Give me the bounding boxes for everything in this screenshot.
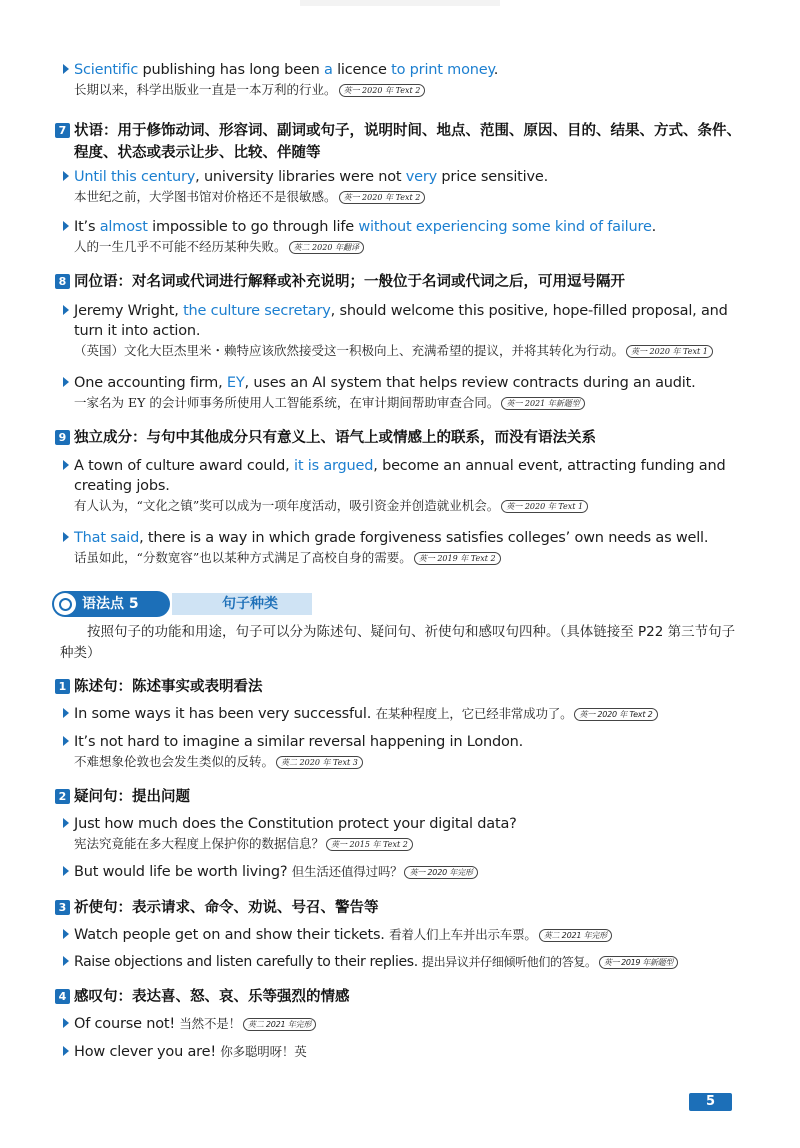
section-interrogative [0,786,800,808]
section-title: 祈使句：表示请求、命令、劝说、号召、警告等 [74,900,379,916]
example-en [74,301,740,341]
section-appositive [0,271,800,293]
text: impossible to go through life [147,219,359,235]
translation: 一家名为 EY 的会计师事务所使用人工智能系统，在审计期间帮助审查合同。 [74,395,500,410]
section-title: 独立成分：与句中其他成分只有意义上、语气上或情感上的联系，而没有语法关系 [74,430,596,446]
grammar-point-title-band [172,593,312,615]
example-town [0,456,800,516]
example-line [74,952,760,972]
translation: 本世纪之前，大学图书馆对价格还不是很敏感。 [74,189,337,204]
example-ey [0,373,800,413]
example-watch [0,925,800,945]
bullet-triangle-icon [63,736,69,746]
example-wright [0,301,800,361]
translation: 话虽如此，“分数宽容”也以某种方式满足了高校自身的需要。 [74,550,412,565]
section-exclamatory [0,986,800,1008]
text: licence [332,62,392,78]
translation: 看着人们上车并出示车票。 [389,927,537,942]
translation: 人的一生几乎不可能不经历某种失败。 [74,239,287,254]
section-title: 疑问句：提出问题 [74,789,190,805]
translation: 当然不是！ [179,1016,241,1031]
section-declarative [0,676,800,698]
translation: 不难想象伦敦也会发生类似的反转。 [74,754,275,769]
example-en [74,373,740,393]
magnifier-icon [54,593,76,615]
bullet-triangle-icon [63,377,69,387]
text: Jeremy Wright, [74,303,184,319]
source-tag: 英一 2015 年 Text 2 [326,838,413,851]
example-cn [74,752,740,772]
example-said [0,528,800,568]
highlight: without experiencing some kind of failure [358,219,652,235]
highlight: very [405,169,438,185]
source-tag: 英一 2020 年 Text 1 [501,500,588,513]
section-number: 2 [55,789,70,804]
example-course [0,1014,800,1034]
section-number: 7 [55,123,70,138]
example-line [74,1014,740,1034]
bullet-triangle-icon [63,929,69,939]
bullet-triangle-icon [63,171,69,181]
source-tag: 英一 2020 年完形 [404,866,477,879]
text: , university libraries were not [195,169,406,185]
example-en [74,528,740,548]
bullet-triangle-icon [63,64,69,74]
highlight: to print money [391,62,494,78]
source-tag: 英 [294,1044,307,1059]
section-title: 陈述句：陈述事实或表明看法 [74,679,263,695]
bullet-triangle-icon [63,956,69,966]
text: , uses an AI system that helps review contracts during an audit. [244,375,696,391]
example-cn [74,341,740,361]
source-tag: 英一 2021 年新题型 [501,397,584,410]
example-en: But would life be worth living? [74,864,292,880]
translation: 但生活还值得过吗？ [291,864,403,879]
example-clever [0,1042,800,1062]
example-living [0,862,800,882]
highlight: Scientific [74,62,139,78]
text: It’s [74,219,100,235]
source-tag: 英二 2020 年翻译 [289,241,364,254]
bullet-triangle-icon [63,866,69,876]
grammar-point-badge [52,591,170,617]
text: price sensitive. [437,169,548,185]
section-number: 4 [55,989,70,1004]
bullet-triangle-icon [63,708,69,718]
bullet-triangle-icon [63,221,69,231]
example-cn [74,393,740,413]
example-en: Watch people get on and show their tickets. [74,927,390,943]
grammar-intro: 按照句子的功能和用途，句子可以分为陈述句、疑问句、祈使句和感叹句四种。（具体链接至 P22 第三节句子种类） [60,624,736,661]
source-tag: 英一 2020 年 Text 2 [339,191,426,204]
example-cn [74,187,740,207]
bullet-triangle-icon [63,1046,69,1056]
bullet-triangle-icon [63,532,69,542]
example-en: Of course not! [74,1016,180,1032]
example-reversal [0,732,800,772]
text: . [493,62,499,78]
example-en: In some ways it has been very successful. [74,706,376,722]
example-en: It’s not hard to imagine a similar reversal happening in London. [74,734,524,750]
grammar-point-label: 语法点 5 [82,596,139,612]
text: publishing has long been [138,62,324,78]
translation: （英国）文化大臣杰里米・赖特应该欣然接受这一积极向上、充满希望的提议，并将其转化为行动。 [74,343,625,358]
translation: 你多聪明呀！ [220,1044,295,1059]
section-number: 8 [55,274,70,289]
translation: 提出异议并仔细倾听他们的答复。 [421,955,597,969]
example-failure [0,217,800,257]
section-number: 3 [55,900,70,915]
section-independent [0,427,800,449]
text: A town of culture award could, [74,458,295,474]
translation: 宪法究竟能在多大程度上保护你的数据信息？ [74,836,325,851]
source-tag: 英一 2019 年 Text 2 [414,552,501,565]
highlight: it is argued [294,458,374,474]
example-en: How clever you are! [74,1044,221,1060]
translation: 在某种程度上，它已经非常成功了。 [375,706,573,721]
example-en [74,167,740,187]
example-constitution [0,814,800,854]
text: , should welcome this positive, hope-filled proposal, and turn it into action. [74,303,728,339]
highlight: a [323,62,333,78]
example-line [74,1042,740,1062]
example-en: Raise objections and listen carefully to their replies. [74,954,422,970]
source-tag: 英一 2020 年 Text 1 [626,345,713,358]
source-tag: 英二 2020 年 Text 3 [276,756,363,769]
highlight: almost [99,219,148,235]
example-en [74,217,740,237]
text: , become an annual event, attracting funding and creating jobs. [74,458,726,494]
example-cn [74,237,740,257]
bullet-triangle-icon [63,460,69,470]
example-line [74,704,740,724]
section-number: 9 [55,430,70,445]
text: , there is a way in which grade forgiveness satisfies colleges’ own needs as well. [139,530,709,546]
example-raise [0,952,800,972]
source-tag: 英二 2021 年完形 [243,1018,316,1031]
example-cn [74,548,740,568]
grammar-point-title: 句子种类 [222,596,278,612]
page-number: 5 [689,1093,732,1111]
example-line [74,925,740,945]
section-imperative [0,897,800,919]
text: One accounting firm, [74,375,227,391]
example-cn [74,80,740,100]
source-tag: 英一 2019 年新题型 [599,956,678,969]
source-tag: 英一 2020 年 Text 2 [574,708,657,721]
highlight: Until this century [74,169,196,185]
section-adverbial [0,120,800,164]
source-tag: 英二 2021 年完形 [539,929,612,942]
highlight: the culture secretary [183,303,331,319]
example-en [74,60,740,80]
bullet-triangle-icon [63,818,69,828]
translation: 长期以来，科学出版业一直是一本万利的行业。 [74,82,337,97]
example-cn [74,496,740,516]
example-publishing [0,60,800,100]
example-cn [74,834,740,854]
scan-edge [300,0,500,6]
section-title: 感叹句：表达喜、怒、哀、乐等强烈的情感 [74,989,350,1005]
example-century [0,167,800,207]
highlight: EY [226,375,245,391]
section-title: 状语：用于修饰动词、形容词、副词或句子，说明时间、地点、范围、原因、目的、结果、方式、条件、程度、状态或表示让步、比较、伴随等 [74,123,741,161]
section-title: 同位语：对名词或代词进行解释或补充说明；一般位于名词或代词之后，可用逗号隔开 [74,274,625,290]
translation: 有人认为，“文化之镇”奖可以成为一项年度活动，吸引资金并创造就业机会。 [74,498,500,513]
example-ways [0,704,800,724]
example-en: Just how much does the Constitution protect your digital data? [74,816,517,832]
section-number: 1 [55,679,70,694]
example-line [74,862,740,882]
bullet-triangle-icon [63,1018,69,1028]
bullet-triangle-icon [63,305,69,315]
source-tag: 英一 2020 年 Text 2 [339,84,426,97]
example-en [74,456,740,496]
highlight: That said [74,530,140,546]
text: . [651,219,657,235]
